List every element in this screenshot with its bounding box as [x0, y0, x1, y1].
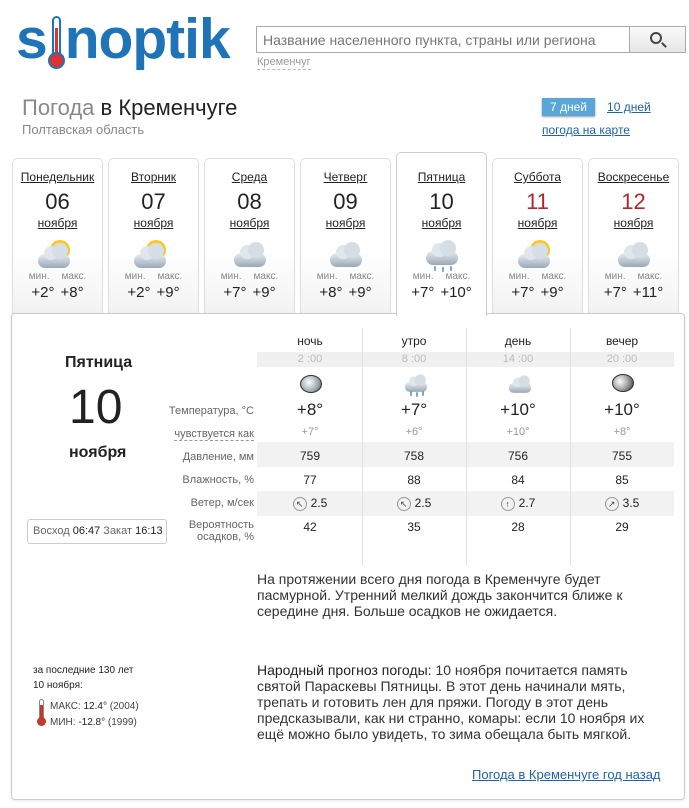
- period-evening-feels: +8°: [613, 426, 631, 438]
- detail-day-name: Пятница: [65, 354, 133, 371]
- feels-like-row-label[interactable]: [152, 428, 254, 440]
- max-label: макс.: [637, 271, 663, 282]
- period-night-time: 2 :00: [297, 353, 323, 365]
- day-number: 10: [429, 189, 454, 214]
- day-number: 06: [45, 189, 70, 214]
- period-night-header: ночь: [297, 334, 323, 348]
- min-temp: +7°: [411, 284, 435, 301]
- max-temp: +9°: [156, 284, 180, 301]
- min-temp: +7°: [511, 284, 535, 301]
- period-morning-header: утро: [401, 334, 427, 348]
- period-morning-humidity: 88: [407, 473, 421, 487]
- history-max-value: 12.4°: [83, 701, 107, 712]
- day-number: 07: [141, 189, 166, 214]
- temp-row-label: Температура, °C: [168, 405, 254, 417]
- precip-prob-row-label: [152, 519, 254, 543]
- max-label: макс.: [541, 271, 567, 282]
- day-number: 09: [333, 189, 358, 214]
- day-month: ноября: [325, 216, 366, 230]
- feels-like-label-text: чувствуется как: [174, 428, 254, 440]
- period-evening-time: 20 :00: [606, 353, 638, 365]
- day-name: Четверг: [323, 170, 368, 184]
- min-label: мин.: [220, 271, 242, 282]
- period-morning-temp: +7°: [400, 400, 428, 419]
- sunset-time: 16:13: [135, 525, 163, 537]
- period-evening-header: вечер: [605, 334, 639, 348]
- max-temp: +9°: [540, 284, 564, 301]
- period-night-wind: [258, 496, 362, 511]
- min-temp: +2°: [31, 284, 55, 301]
- wind-speed: 3.5: [622, 496, 640, 510]
- history-label: [33, 663, 133, 693]
- day-tab-monday[interactable]: [12, 158, 103, 314]
- period-morning-precip: 35: [407, 520, 421, 534]
- max-label: макс.: [349, 271, 375, 282]
- period-morning-feels: +6°: [405, 426, 423, 438]
- period-day-header: день: [504, 334, 532, 348]
- max-label: макс.: [157, 271, 183, 282]
- wind-row-label: Ветер, м/сек: [190, 497, 254, 509]
- day-month: ноября: [37, 216, 78, 230]
- max-label: макс.: [445, 271, 471, 282]
- cloud-icon: [502, 372, 538, 396]
- period-7-days-tab[interactable]: 7 дней: [542, 98, 595, 116]
- min-label: мин.: [28, 271, 50, 282]
- history-line-1: за последние 130 лет: [33, 665, 134, 676]
- min-label: мин.: [412, 271, 434, 282]
- history-max: [50, 701, 139, 712]
- period-day-time: 14 :00: [502, 353, 534, 365]
- logo-thermometer-icon: [48, 12, 64, 70]
- history-max-year: (2004): [109, 701, 139, 712]
- day-name: Пятница: [417, 170, 466, 184]
- logo-text-end: noptik: [64, 7, 230, 71]
- min-label: мин.: [316, 271, 338, 282]
- period-morning-wind: [362, 496, 466, 511]
- title-city: в Кременчуге: [100, 95, 238, 120]
- max-temp: +9°: [348, 284, 372, 301]
- min-label: мин.: [124, 271, 146, 282]
- day-name: Среда: [231, 170, 268, 184]
- day-tab-friday[interactable]: [396, 152, 487, 316]
- period-morning-pressure: 758: [403, 449, 425, 463]
- min-temp: +8°: [319, 284, 343, 301]
- history-min-value: -12.8°: [78, 717, 106, 728]
- period-evening-humidity: 85: [615, 473, 629, 487]
- day-tab-sunday[interactable]: [588, 158, 679, 314]
- max-temp: +10°: [440, 284, 472, 301]
- night-cloud-icon: [606, 372, 642, 396]
- period-night-humidity: 77: [303, 473, 317, 487]
- search-button[interactable]: [629, 27, 685, 52]
- sinoptik-logo[interactable]: [16, 8, 230, 70]
- wind-direction-icon: ↑: [501, 497, 515, 511]
- partly-cloudy-icon: [514, 237, 562, 271]
- min-label: мин.: [508, 271, 530, 282]
- region-label: Полтавская область: [22, 122, 145, 137]
- wind-speed: 2.5: [310, 496, 328, 510]
- detail-day-number: 10: [69, 381, 123, 434]
- cloudy-icon: [226, 237, 274, 271]
- day-tab-wednesday[interactable]: [204, 158, 295, 314]
- min-label: мин.: [604, 271, 626, 282]
- detail-month: ноября: [69, 444, 127, 461]
- sunrise-time: 06:47: [72, 525, 101, 537]
- page-title: [22, 95, 237, 121]
- wind-direction-icon: ↖: [397, 497, 411, 511]
- night-cloud-icon: [294, 372, 330, 396]
- period-evening-precip: 29: [615, 520, 629, 534]
- day-month: ноября: [517, 216, 558, 230]
- day-month: ноября: [229, 216, 270, 230]
- period-night-feels: +7°: [301, 426, 319, 438]
- day-month: ноября: [421, 216, 462, 230]
- wind-direction-icon: ↗: [605, 497, 619, 511]
- sunrise-sunset-box: [27, 519, 167, 544]
- period-day-precip: 28: [511, 520, 525, 534]
- city-hint-link[interactable]: Кременчуг: [257, 56, 311, 68]
- wind-direction-icon: ↖: [293, 497, 307, 511]
- partly-cloudy-icon: [34, 237, 82, 271]
- precip-prob-label-1: Вероятность: [188, 519, 254, 531]
- period-switch: [542, 98, 651, 116]
- wind-speed: 2.5: [414, 496, 432, 510]
- min-temp: +7°: [603, 284, 627, 301]
- thermometer-icon: [37, 699, 45, 727]
- day-tab-saturday[interactable]: [492, 158, 583, 314]
- pressure-row-label: Давление, мм: [182, 451, 254, 463]
- history-min: [50, 717, 137, 728]
- min-temp: +7°: [223, 284, 247, 301]
- folk-forecast-title: Народный прогноз погоды:: [257, 662, 432, 678]
- logo-text-start: s: [16, 7, 47, 71]
- history-line-2: 10 ноября:: [33, 680, 83, 691]
- sunrise-label: Восход: [33, 525, 70, 537]
- period-night-pressure: 759: [299, 449, 321, 463]
- max-temp: +9°: [252, 284, 276, 301]
- search-icon: [650, 32, 662, 44]
- day-name: Понедельник: [20, 170, 95, 184]
- day-number: 08: [237, 189, 262, 214]
- period-night-temp: +8°: [296, 400, 324, 419]
- day-number: 11: [526, 189, 549, 214]
- period-evening-temp: +10°: [604, 400, 640, 419]
- period-evening-wind: [570, 496, 674, 511]
- folk-forecast: [257, 662, 657, 742]
- day-description: На протяжении всего дня погода в Кременчуге будет пасмурной. Утренний мелкий дождь закончится ближе к середине дня. Больше осадков не ожидается.: [257, 571, 623, 619]
- cloud-drizzle-icon: [398, 372, 434, 396]
- precip-prob-label-2: осадков, %: [197, 531, 254, 543]
- day-tab-thursday[interactable]: [300, 158, 391, 314]
- day-month: ноября: [133, 216, 174, 230]
- max-temp: +8°: [60, 284, 84, 301]
- cloudy-drizzle-icon: [418, 237, 466, 271]
- period-morning-time: 8 :00: [401, 353, 427, 365]
- humidity-row-label: Влажность, %: [182, 474, 254, 486]
- period-day-humidity: 84: [511, 473, 525, 487]
- max-label: макс.: [253, 271, 279, 282]
- cloudy-icon: [610, 237, 658, 271]
- day-name: Суббота: [514, 170, 561, 184]
- period-10-days-link[interactable]: 10 дней: [607, 100, 651, 114]
- day-detail-panel: [11, 313, 685, 800]
- search-input[interactable]: [257, 27, 631, 52]
- partly-cloudy-icon: [130, 237, 178, 271]
- year-ago-link[interactable]: Погода в Кременчуге год назад: [472, 767, 661, 782]
- min-temp: +2°: [127, 284, 151, 301]
- day-name: Воскресенье: [597, 170, 670, 184]
- history-min-label: МИН:: [50, 717, 76, 728]
- title-prefix: Погода: [22, 95, 101, 120]
- period-day-pressure: 756: [507, 449, 529, 463]
- cloudy-icon: [322, 237, 370, 271]
- day-month: ноября: [613, 216, 654, 230]
- history-max-label: МАКС:: [50, 701, 81, 712]
- folk-forecast-text: 10 ноября почитается память святой Параскевы Пятницы. В этот день начинали мять, трепать и готовить лен для пряжи. Погоду в этот день предсказывали, как ни странно, комары: если 10 ноября их ещё можно было увидеть, то зима обещала быть мягкой.: [257, 662, 645, 742]
- period-night-precip: 42: [303, 520, 317, 534]
- period-day-temp: +10°: [500, 400, 536, 419]
- history-min-year: (1999): [107, 717, 137, 728]
- day-number: 12: [621, 189, 646, 214]
- day-tab-tuesday[interactable]: [108, 158, 199, 314]
- wind-speed: 2.7: [518, 496, 536, 510]
- period-evening-pressure: 755: [611, 449, 633, 463]
- max-label: макс.: [61, 271, 87, 282]
- max-temp: +11°: [632, 284, 664, 301]
- search-box: [256, 26, 686, 53]
- sunset-label: Закат: [103, 525, 133, 537]
- period-day-feels: +10°: [506, 426, 530, 438]
- weather-map-link[interactable]: погода на карте: [542, 123, 630, 137]
- day-name: Вторник: [131, 170, 176, 184]
- period-day-wind: [466, 496, 570, 511]
